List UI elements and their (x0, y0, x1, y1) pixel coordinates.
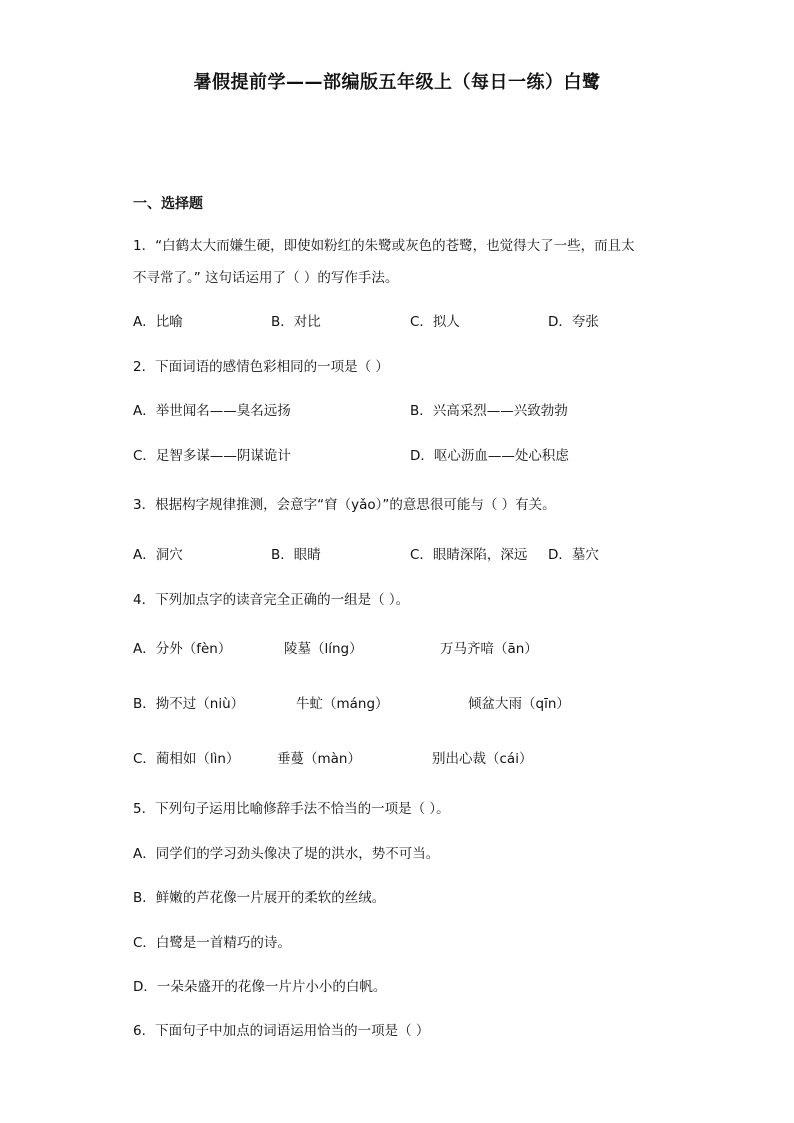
question-1-text: 1．“白鹤太大而嫌生硬，即使如粉红的朱鹭或灰色的苍鹭，也觉得大了一些，而且太 (133, 238, 635, 254)
question-5-text: 5．下列句子运用比喻修辞手法不恰当的一项是（ ）。 (133, 801, 450, 817)
q1-option-b: B．对比 (271, 314, 321, 330)
question-1-text-cont: 不寻常了。” 这句话运用了（ ）的写作手法。 (133, 270, 399, 286)
question-3-text: 3．根据构字规律推测，会意字“窅（yǎo）”的意思很可能与（ ）有关。 (133, 497, 556, 513)
q2-option-c: C．足智多谋——阴谋诡计 (133, 448, 291, 464)
section-heading: 一、选择题 (133, 196, 203, 212)
q1-option-a: A．比喻 (133, 314, 183, 330)
q5-option-b: B．鲜嫩的芦花像一片展开的柔软的丝绒。 (133, 890, 386, 906)
q4-row-a-item-1: A．分外（fèn） (133, 641, 232, 657)
q3-option-b: B．眼睛 (271, 547, 321, 563)
q5-option-a: A．同学们的学习劲头像决了堤的洪水，势不可当。 (133, 846, 440, 862)
question-2-text: 2．下面词语的感情色彩相同的一项是（ ） (133, 359, 389, 375)
q4-row-b-item-3: 倾盆大雨（qīn） (468, 696, 570, 712)
q5-option-d: D．一朵朵盛开的花像一片片小小的白帆。 (133, 979, 387, 995)
q2-option-b: B．兴高采烈——兴致勃勃 (410, 403, 568, 419)
q4-row-c-item-3: 别出心裁（cái） (432, 751, 533, 767)
q3-option-a: A．洞穴 (133, 547, 183, 563)
q4-row-a-item-2: 陵墓（líng） (284, 641, 363, 657)
q2-option-a: A．举世闻名——臭名远扬 (133, 403, 291, 419)
q4-row-b-item-2: 牛虻（máng） (296, 696, 389, 712)
q4-row-c-item-2: 垂蔓（màn） (277, 751, 361, 767)
q4-row-c-item-1: C．蔺相如（lìn） (133, 751, 240, 767)
q2-option-d: D．呕心沥血——处心积虑 (410, 448, 569, 464)
q1-option-d: D．夸张 (548, 314, 599, 330)
q1-option-c: C．拟人 (410, 314, 460, 330)
q4-row-b-item-1: B．拗不过（niù） (133, 696, 245, 712)
question-4-text: 4．下列加点字的读音完全正确的一组是（ ）。 (133, 592, 410, 608)
q5-option-c: C．白鹭是一首精巧的诗。 (133, 935, 291, 951)
question-6-text: 6．下面句子中加点的词语运用恰当的一项是（ ） (133, 1023, 430, 1039)
q3-option-d: D．墓穴 (548, 547, 599, 563)
q3-option-c: C．眼睛深陷，深远 (410, 547, 528, 563)
q4-row-a-item-3: 万马齐喑（ān） (440, 641, 538, 657)
page-title: 暑假提前学——部编版五年级上（每日一练）白鹭 (193, 72, 601, 93)
